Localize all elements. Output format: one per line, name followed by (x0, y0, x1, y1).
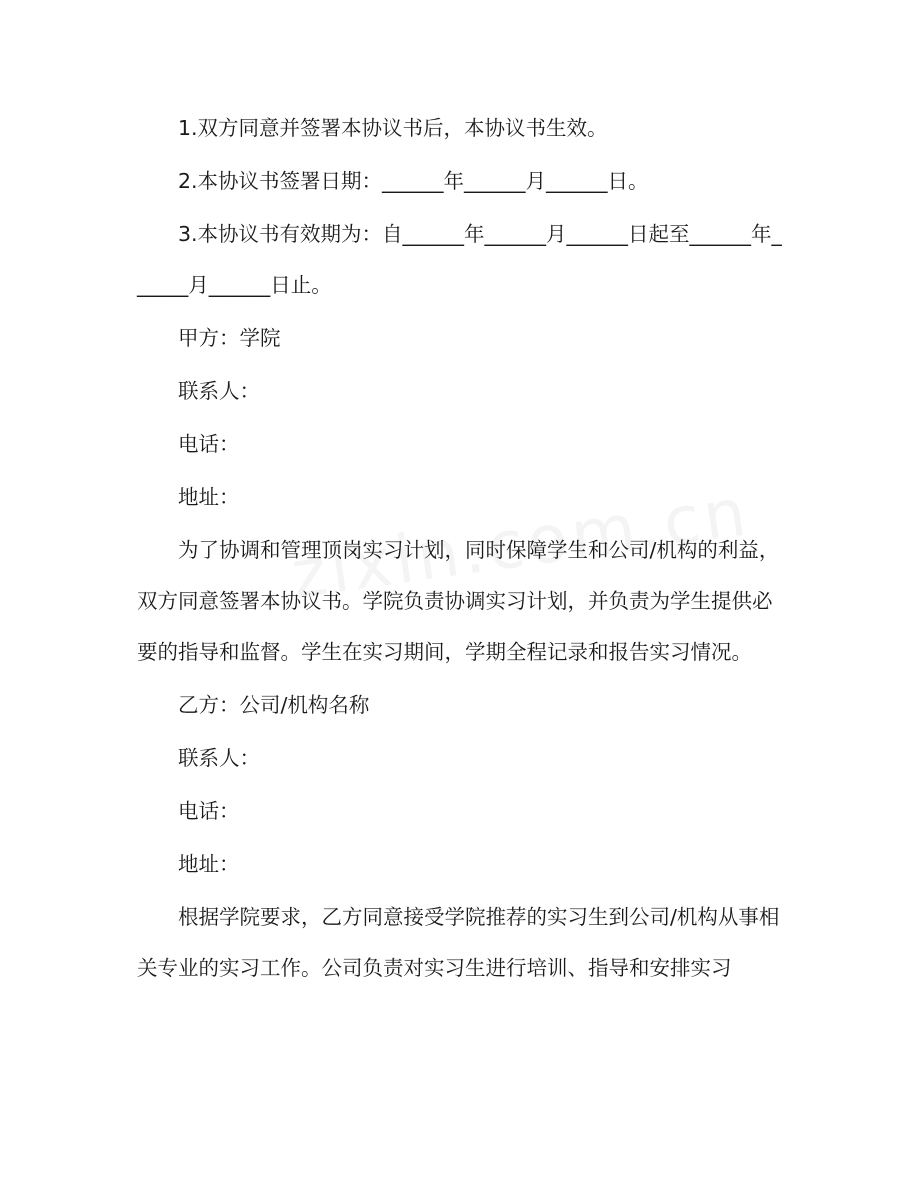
document-body (137, 103, 787, 996)
clause-effective: 1.双方同意并签署本协议书后，本协议书生效。 (178, 116, 608, 140)
party-a-contact: 联系人： (178, 379, 260, 403)
party-a-phone: 电话： (178, 432, 240, 456)
party-a-name: 甲方：学院 (178, 326, 281, 350)
party-b-address: 地址： (178, 852, 240, 876)
party-b-responsibility: 根据学院要求，乙方同意接受学院推荐的实习生到公司/机构从事相关专业的实习工作。公司负责对实习生进行培训、指导和安排实习 (137, 905, 780, 980)
party-b-contact: 联系人： (178, 746, 260, 770)
clause-validity-period: 3.本协议书有效期为：自______年______月______日起至______年______月______日止。 (137, 222, 782, 297)
party-a-address: 地址： (178, 485, 240, 509)
party-a-responsibility: 为了协调和管理顶岗实习计划，同时保障学生和公司/机构的利益，双方同意签署本协议书。学院负责协调实习计划，并负责为学生提供必要的指导和监督。学生在实习期间，学期全程记录和报告实习情况。 (137, 538, 780, 664)
party-b-phone: 电话： (178, 799, 240, 823)
party-b-name: 乙方：公司/机构名称 (178, 693, 370, 717)
clause-signing-date: 2.本协议书签署日期：______年______月______日。 (178, 169, 649, 193)
